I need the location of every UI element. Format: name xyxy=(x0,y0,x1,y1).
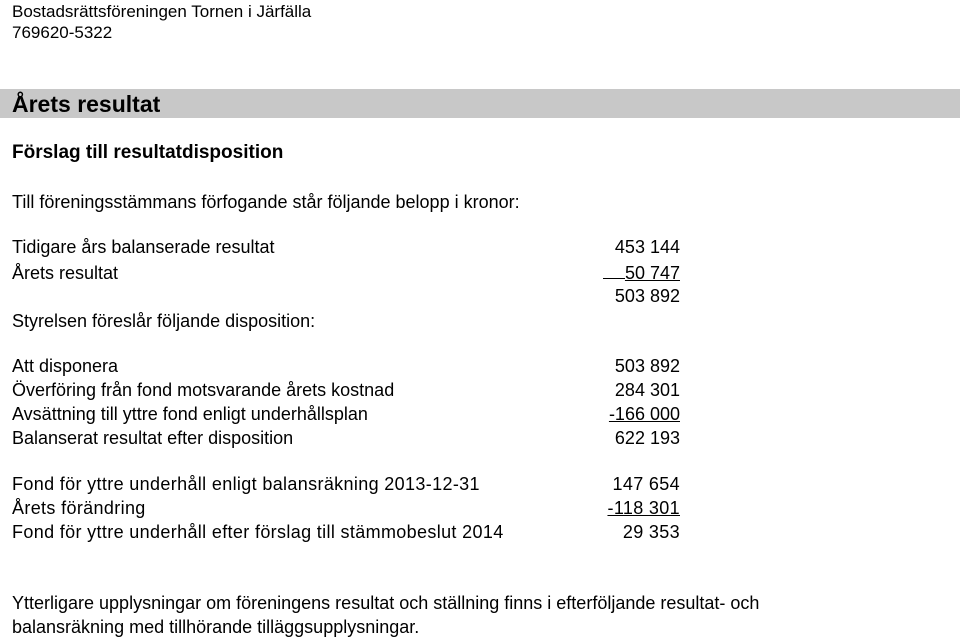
row-value: 284 301 xyxy=(614,380,680,400)
available-row xyxy=(12,262,680,286)
disposition-row xyxy=(12,428,680,452)
row-label: Att disponera xyxy=(12,356,119,376)
row-value: 29 353 xyxy=(622,522,680,542)
row-value: 147 654 xyxy=(612,474,680,494)
row-value: 503 892 xyxy=(614,356,680,376)
row-label: Årets förändring xyxy=(12,498,146,518)
row-label: Fond för yttre underhåll efter förslag till stämmobeslut 2014 xyxy=(12,522,504,542)
section-subtitle: Förslag till resultatdisposition xyxy=(12,142,284,163)
underline-spacer xyxy=(603,262,625,279)
row-label: Överföring från fond motsvarande årets kostnad xyxy=(12,380,395,400)
row-value: -118 301 xyxy=(607,498,680,518)
fund-row xyxy=(12,498,680,522)
footer-line-2: balansräkning med tillhörande tilläggsupplysningar. xyxy=(12,617,420,637)
row-value: 50 747 xyxy=(624,263,680,283)
available-row xyxy=(12,237,680,261)
intro-text: Till föreningsstämmans förfogande står följande belopp i kronor: xyxy=(12,192,520,212)
row-label: Tidigare års balanserade resultat xyxy=(12,237,275,257)
page-title: Årets resultat xyxy=(12,91,161,117)
row-value: 622 193 xyxy=(614,428,680,448)
fund-row xyxy=(12,522,680,546)
disposition-row xyxy=(12,356,680,380)
disposition-row xyxy=(12,380,680,404)
footer-line-1: Ytterligare upplysningar om föreningens resultat och ställning finns i efterföljande resultat- och xyxy=(12,593,760,613)
association-name: Bostadsrättsföreningen Tornen i Järfälla xyxy=(12,2,312,21)
disposition-row xyxy=(12,404,680,428)
row-label: Fond för yttre underhåll enligt balansräkning 2013-12-31 xyxy=(12,474,480,494)
row-value: 453 144 xyxy=(614,237,680,257)
fund-row xyxy=(12,474,680,498)
proposal-intro: Styrelsen föreslår följande disposition: xyxy=(12,311,316,331)
row-label: Avsättning till yttre fond enligt underhållsplan xyxy=(12,404,368,424)
row-label: Årets resultat xyxy=(12,263,119,283)
row-label: Balanserat resultat efter disposition xyxy=(12,428,294,448)
available-total-row xyxy=(12,286,680,310)
row-value: -166 000 xyxy=(608,404,680,424)
available-total: 503 892 xyxy=(614,286,680,306)
row-value-underlined xyxy=(603,262,680,284)
org-number: 769620-5322 xyxy=(12,23,113,42)
